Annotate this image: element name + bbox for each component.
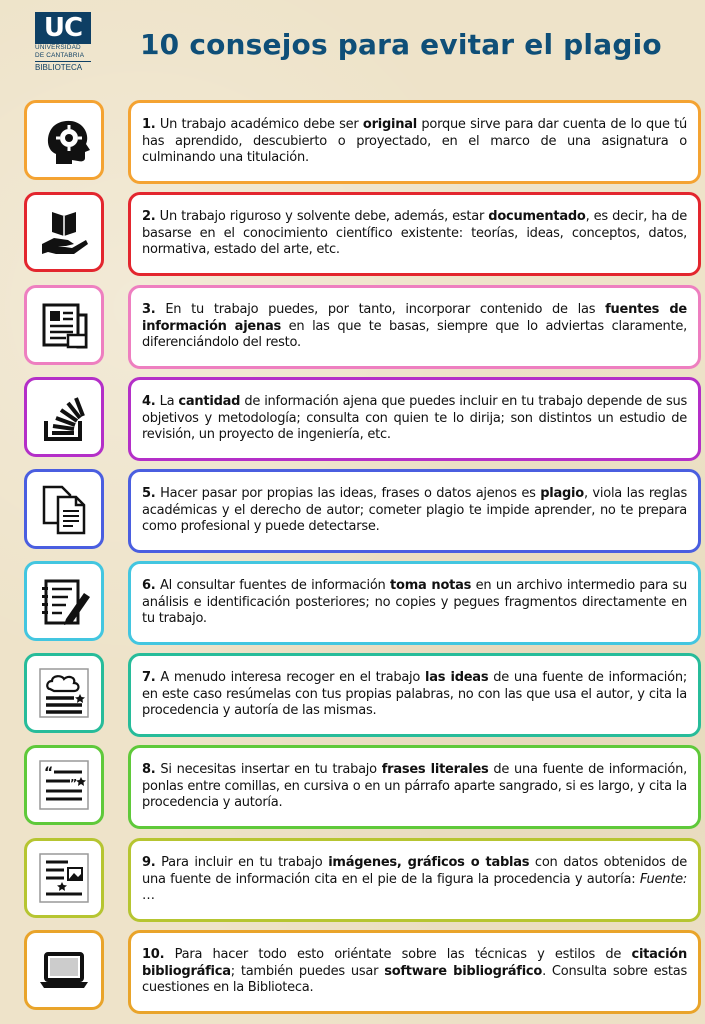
tip-text bbox=[142, 578, 687, 627]
tip-text bbox=[142, 670, 687, 719]
tip-text-box bbox=[128, 192, 701, 276]
quote-text-icon bbox=[24, 745, 104, 825]
head-gear-icon bbox=[24, 100, 104, 180]
tip-text-post: en las que te basas, siempre que lo adviertas claramente, diferenciándolo del resto. bbox=[142, 318, 687, 351]
tip-5 bbox=[24, 469, 687, 547]
tip-text-box bbox=[128, 653, 701, 737]
tip-number: 10. bbox=[142, 947, 165, 963]
tip-number: 2. bbox=[142, 209, 156, 225]
tip-text-pre: Un trabajo riguroso y solvente debe, además, estar bbox=[155, 209, 489, 225]
notes-pen-icon-svg bbox=[38, 575, 90, 627]
tip-text-box bbox=[128, 561, 701, 645]
tip-text-pre: Hacer pasar por propias las ideas, frases o datos ajenos es bbox=[155, 486, 541, 502]
tip-keyword: citación bibliográfica bbox=[142, 947, 687, 979]
tip-4 bbox=[24, 377, 687, 455]
tip-text-box bbox=[128, 100, 701, 184]
tip-text-mid: ; también puedes usar bbox=[230, 963, 385, 979]
tip-text bbox=[142, 486, 687, 535]
tip-number: 9. bbox=[142, 855, 156, 871]
tip-2 bbox=[24, 192, 687, 270]
tip-keyword: las ideas bbox=[425, 670, 489, 686]
tip-text-post: de información ajena que puedes incluir en tu trabajo depende de sus objetivos y metodología; consulta con quien te lo dirija; son distintos un estudio de revisión, un proyecto de ingeniería, etc. bbox=[142, 394, 687, 443]
copy-documents-icon bbox=[24, 469, 104, 549]
page-title: 10 consejos para evitar el plagio bbox=[140, 28, 662, 61]
tip-text-box bbox=[128, 469, 701, 553]
tip-text-post: de una fuente de información; en este caso resúmelas con tus propias palabras, no con las que usa el autor, y cita la procedencia y autoría de las mismas. bbox=[142, 670, 687, 719]
tip-text bbox=[142, 855, 687, 904]
newspaper-icon bbox=[24, 285, 104, 365]
tip-number: 7. bbox=[142, 670, 156, 686]
tip-9 bbox=[24, 838, 687, 916]
tip-keyword: cantidad bbox=[178, 394, 241, 410]
tip-6 bbox=[24, 561, 688, 639]
tip-text-post: porque sirve para dar cuenta de lo que tú has aprendido, descubierto o proyectado, en el marco de una asignatura o culminando una titulación. bbox=[142, 117, 688, 166]
logo-line-2: DE CANTABRIA bbox=[35, 51, 85, 59]
tip-keyword: toma notas bbox=[390, 578, 472, 594]
tip-number: 6. bbox=[142, 578, 156, 594]
tip-text-pre: Para incluir en tu trabajo bbox=[155, 855, 329, 871]
tip-text-post: , es decir, ha de basarse en el conocimiento científico existente: teorías, ideas, conceptos, datos, normativa, estado del arte, etc. bbox=[142, 209, 687, 258]
stack-overflow-icon bbox=[24, 377, 104, 457]
tip-text-post: . Consulta sobre estas cuestiones en la Biblioteca. bbox=[142, 963, 687, 996]
tip-keyword: documentado bbox=[488, 209, 586, 225]
tip-8 bbox=[24, 745, 687, 823]
tip-text-pre: En tu trabajo puedes, por tanto, incorporar contenido de las bbox=[155, 302, 606, 318]
image-text-icon-svg bbox=[38, 852, 90, 904]
tip-text-box bbox=[128, 838, 701, 922]
tip-text bbox=[142, 209, 687, 258]
logo-line-1: UNIVERSIDAD bbox=[35, 44, 81, 51]
tip-text-pre: Al consultar fuentes de información bbox=[155, 578, 391, 594]
copy-documents-icon-svg bbox=[38, 483, 90, 535]
laptop-icon bbox=[24, 930, 104, 1010]
tip-text bbox=[142, 947, 687, 996]
tip-text-box bbox=[128, 377, 701, 461]
tip-number: 1. bbox=[142, 117, 156, 133]
tip-italic: Fuente: bbox=[639, 871, 687, 887]
tip-text-tail: … bbox=[142, 888, 155, 904]
tip-7 bbox=[24, 653, 687, 731]
tip-10 bbox=[24, 930, 687, 1008]
logo-mark: UC bbox=[35, 12, 91, 44]
tip-text-pre: Si necesitas insertar en tu trabajo bbox=[155, 762, 382, 778]
logo-library: BIBLIOTECA bbox=[35, 61, 91, 72]
head-gear-icon-svg bbox=[38, 114, 90, 166]
tip-text bbox=[142, 394, 687, 443]
tip-text-post: con datos obtenidos de una fuente de información cita en el pie de la figura la procedencia y autoría: bbox=[142, 855, 687, 887]
svg-text:”: ” bbox=[70, 777, 78, 790]
tip-text-pre: A menudo interesa recoger en el trabajo bbox=[155, 670, 425, 686]
stack-overflow-icon-svg bbox=[38, 391, 90, 443]
tip-text-pre: La bbox=[155, 394, 179, 410]
tip-text-box bbox=[128, 930, 701, 1014]
laptop-icon-svg bbox=[38, 944, 90, 996]
uc-logo bbox=[35, 12, 95, 82]
tip-text bbox=[142, 117, 687, 166]
tip-keyword-2: software bibliográfico bbox=[384, 963, 543, 979]
tip-number: 5. bbox=[142, 486, 156, 502]
idea-cloud-icon-svg bbox=[38, 667, 90, 719]
tip-text-box bbox=[128, 745, 701, 829]
tip-text-post: de una fuente de información, ponlas entre comillas, en cursiva o en un párrafo aparte sangrado, si es largo, y cita la procedencia y autoría. bbox=[142, 762, 687, 811]
tip-keyword: original bbox=[362, 117, 417, 133]
newspaper-icon-svg bbox=[38, 299, 90, 351]
tip-text-pre: Para hacer todo esto oriéntate sobre las técnicas y estilos de bbox=[164, 947, 632, 963]
tip-text bbox=[142, 302, 687, 351]
image-text-icon bbox=[24, 838, 104, 918]
tip-number: 4. bbox=[142, 394, 156, 410]
hand-book-icon-svg bbox=[38, 206, 90, 258]
quote-text-icon-svg bbox=[38, 759, 90, 811]
hand-book-icon bbox=[24, 192, 104, 272]
notes-pen-icon bbox=[24, 561, 104, 641]
tip-number: 8. bbox=[142, 762, 156, 778]
tip-keyword: imágenes, gráficos o tablas bbox=[328, 855, 530, 871]
tip-keyword: fuentes de información ajenas bbox=[142, 302, 688, 334]
tip-keyword: frases literales bbox=[381, 762, 489, 778]
tip-3 bbox=[24, 285, 688, 363]
tip-keyword: plagio bbox=[540, 486, 584, 502]
tip-1 bbox=[24, 100, 688, 178]
tip-text-post: , viola las reglas académicas y el derecho de autor; cometer plagio te impide aprender, no te prepara como profesional y puede detectarse. bbox=[142, 486, 687, 535]
tip-text bbox=[142, 762, 687, 811]
tip-text-box bbox=[128, 285, 701, 369]
tip-text-post: en un archivo intermedio para su análisis e identificación posteriores; no copies y pegues fragmentos directamente en tu trabajo. bbox=[142, 578, 688, 627]
tip-text-pre: Un trabajo académico debe ser bbox=[155, 117, 363, 133]
svg-text:“: “ bbox=[44, 765, 54, 781]
idea-cloud-icon bbox=[24, 653, 104, 733]
tip-number: 3. bbox=[142, 302, 156, 318]
